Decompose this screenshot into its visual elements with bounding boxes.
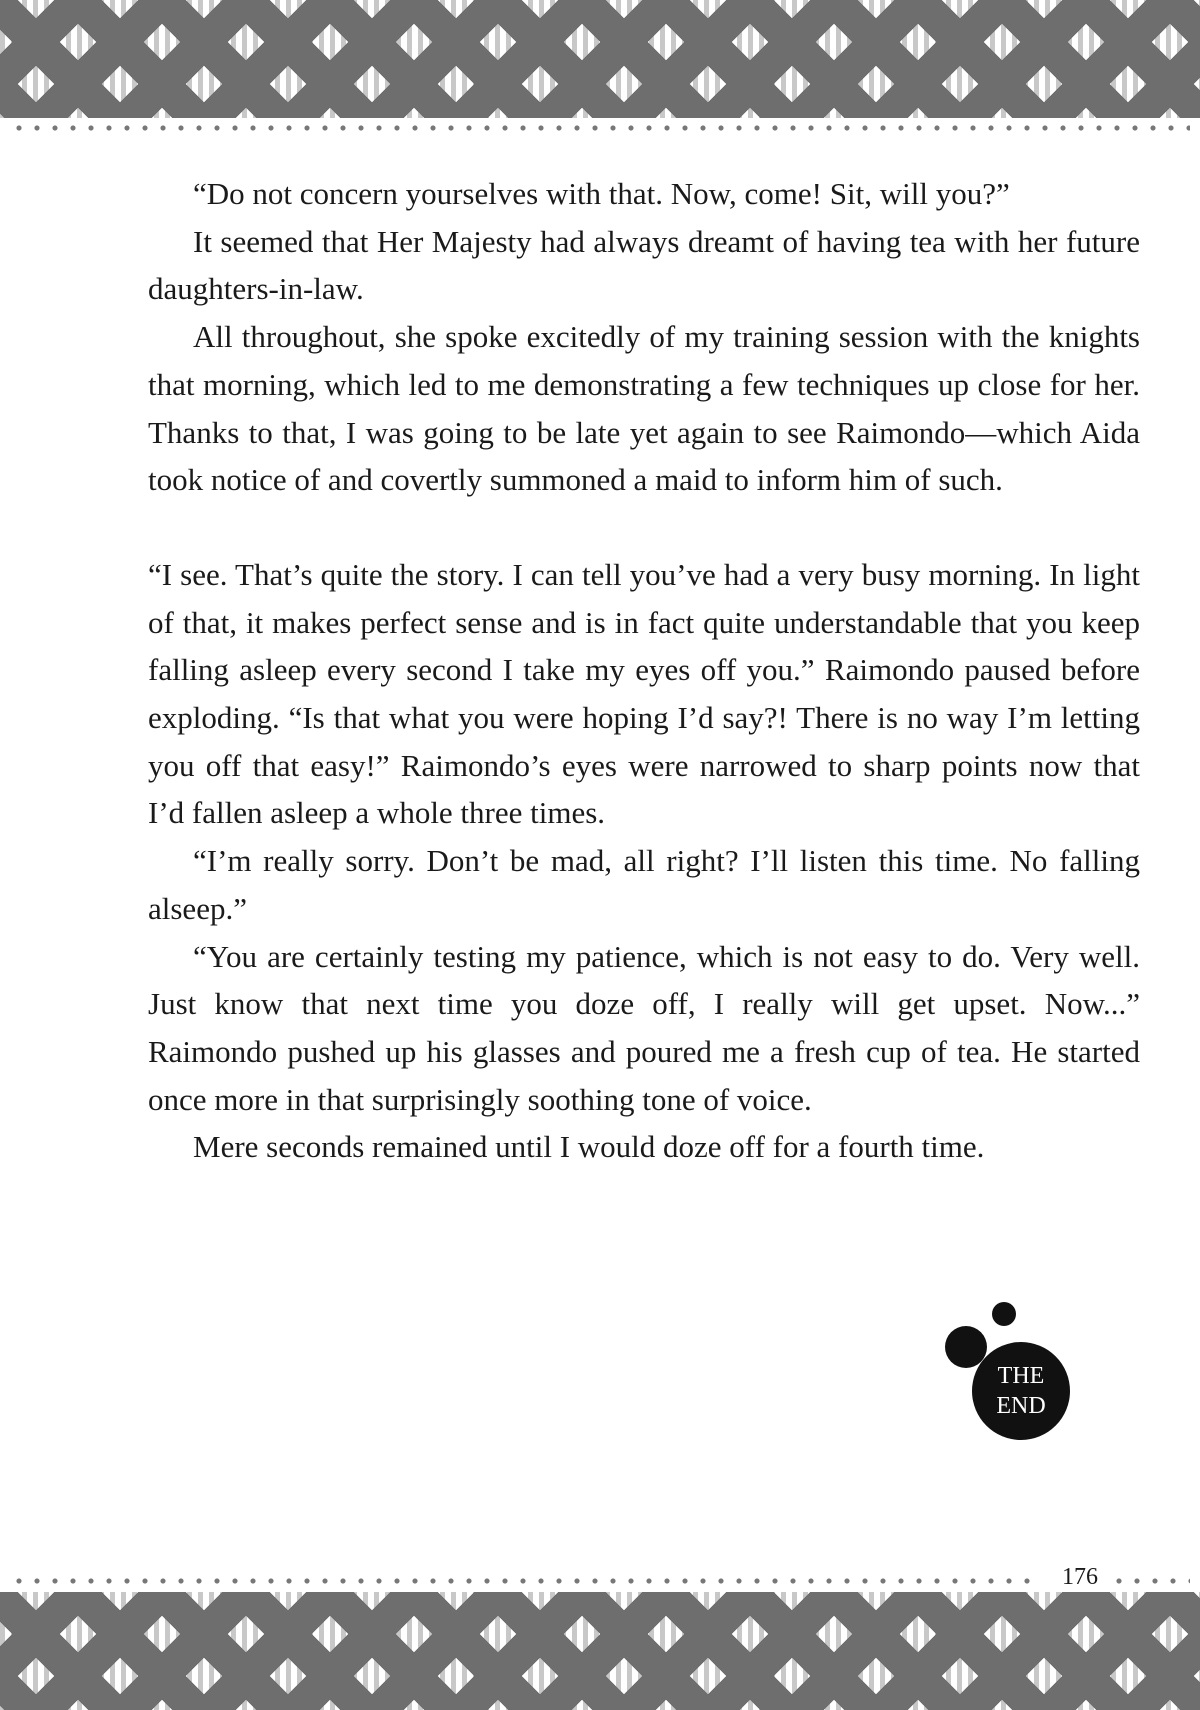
bottom-dotted-rule — [10, 1577, 1040, 1585]
top-decorative-border — [0, 0, 1200, 118]
paragraph: All throughout, she spoke excitedly of my training session with the knights that morning, which led to me demonstrating a few techniques up close for her. Thanks to that, I was going to be late yet again to see Raimondo—which Aida took notice of and covertly summoned a maid to inform him of such. — [148, 319, 1140, 498]
paragraph: “I see. That’s quite the story. I can tell you’ve had a very busy morning. In light of that, it makes perfect sense and is in fact quite understandable that you keep falling asleep every second I take my eyes off you.” Raimondo paused before exploding. “Is that what you were hoping I’d say?! There is no way I’m letting you off that easy!” Raimondo’s eyes were narrowed to sharp points now that I’d fallen asleep a whole three times. — [148, 556, 1140, 831]
top-dotted-rule — [10, 124, 1190, 132]
paragraph: “You are certainly testing my patience, which is not easy to do. Very well. Just know that next time you doze off, I really will get upset. Now...” Raimondo pushed up his glasses and poured me a fresh cup of tea. He started once more in that surprisingly soothing tone of voice. — [148, 938, 1140, 1117]
paragraph: It seemed that Her Majesty had always dreamt of having tea with her future daughters-in-law. — [148, 223, 1140, 307]
bottom-decorative-border — [0, 1592, 1200, 1710]
page-number: 176 — [1062, 1564, 1098, 1590]
paragraph: “I’m really sorry. Don’t be mad, all right? I’ll listen this time. No falling alseep.” — [148, 843, 1140, 926]
body-text — [148, 170, 1140, 1171]
paragraph: “Do not concern yourselves with that. Now, come! Sit, will you?” — [193, 176, 1010, 211]
end-mark-small-dot — [992, 1302, 1016, 1326]
bottom-dotted-rule-end — [1110, 1577, 1190, 1585]
the-end-line-1: THE — [997, 1363, 1045, 1389]
the-end-mark — [972, 1342, 1070, 1440]
paragraph: Mere seconds remained until I would doze off for a fourth time. — [193, 1129, 985, 1165]
the-end-line-2: END — [996, 1393, 1046, 1419]
